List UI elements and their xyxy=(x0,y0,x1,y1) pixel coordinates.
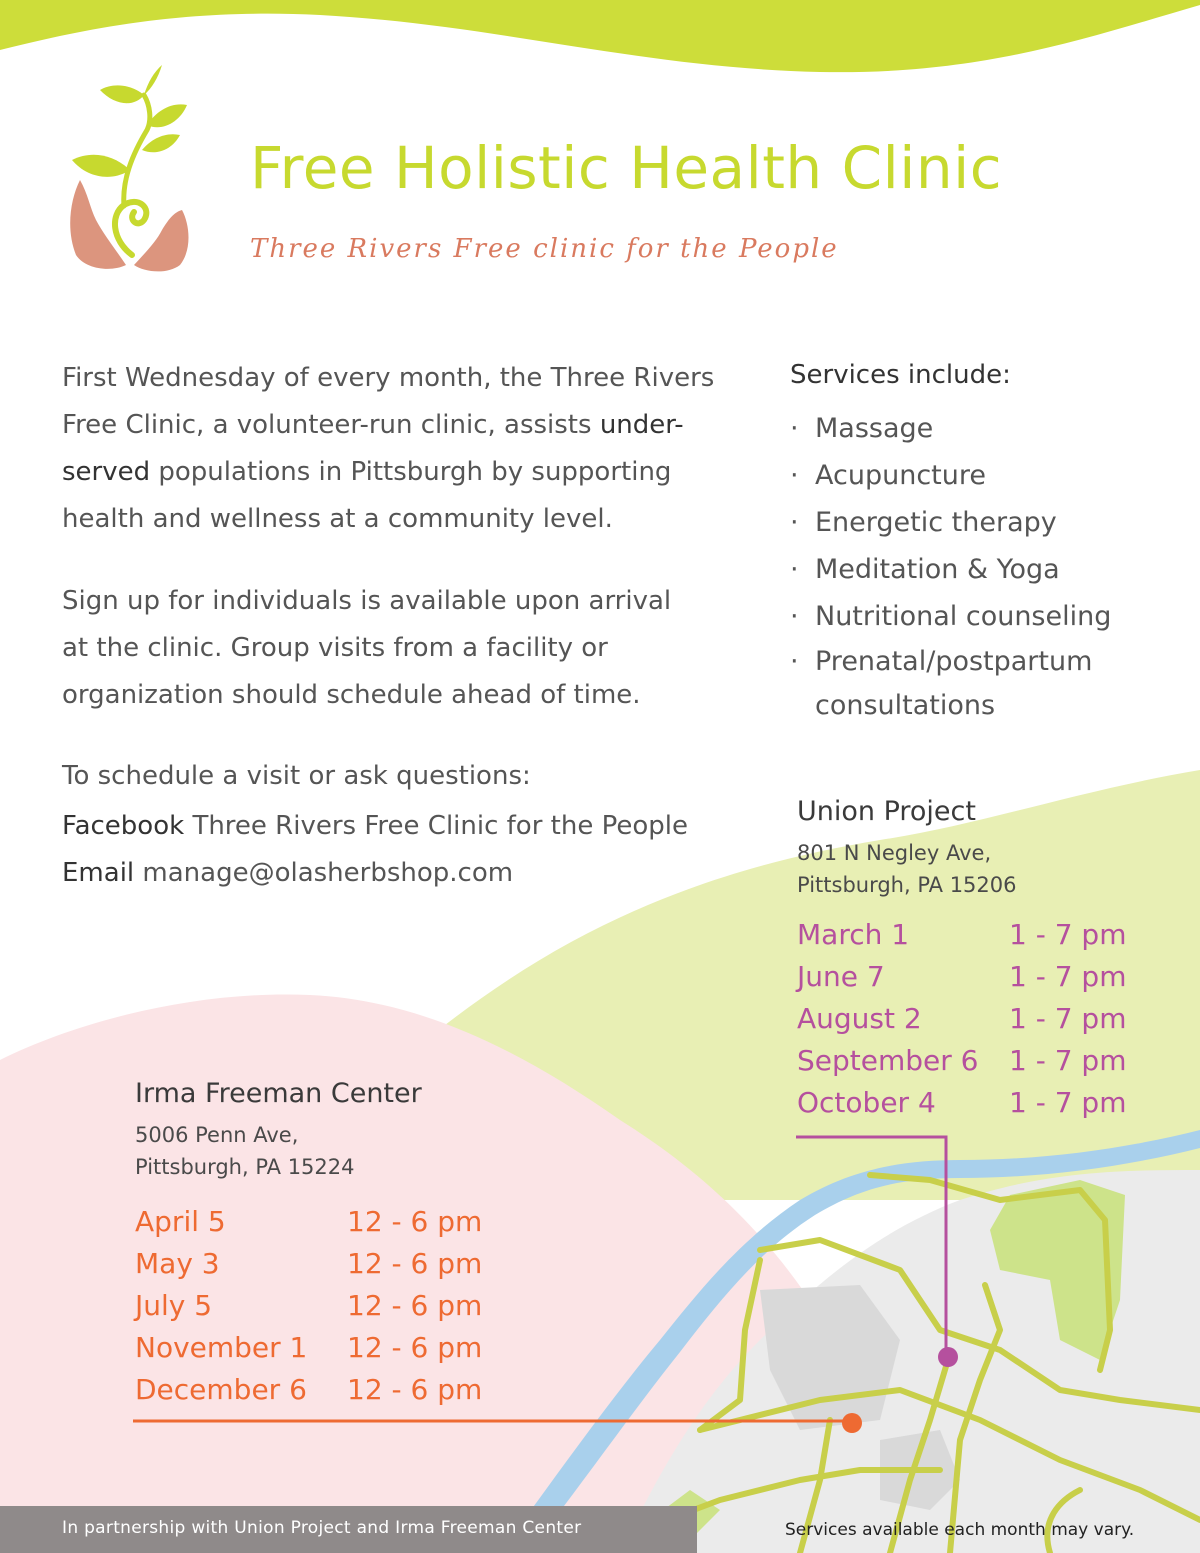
facebook-value[interactable]: Three Rivers Free Clinic for the People xyxy=(192,811,688,841)
schedule-row xyxy=(797,1086,1127,1128)
service-label: Acupuncture xyxy=(815,460,986,491)
union-project-address xyxy=(797,837,1017,901)
service-label: Nutritional counseling xyxy=(815,601,1112,632)
schedule-date: April 5 xyxy=(135,1205,226,1238)
schedule-row xyxy=(135,1205,483,1247)
schedule-time: 12 - 6 pm xyxy=(347,1331,483,1364)
union-project-name: Union Project xyxy=(797,796,976,827)
page-title: Free Holistic Health Clinic xyxy=(250,134,1003,202)
bullet-icon: · xyxy=(790,554,799,585)
service-item xyxy=(790,452,1185,499)
address-line: 5006 Penn Ave, xyxy=(135,1123,299,1147)
schedule-row xyxy=(797,918,1127,960)
schedule-time: 12 - 6 pm xyxy=(347,1247,483,1280)
services-list xyxy=(790,405,1185,728)
service-item xyxy=(790,405,1185,452)
intro-paragraph-1 xyxy=(62,355,742,543)
schedule-time: 12 - 6 pm xyxy=(347,1205,483,1238)
schedule-time: 1 - 7 pm xyxy=(1009,1002,1127,1035)
contact-facebook xyxy=(62,803,742,850)
schedule-time: 1 - 7 pm xyxy=(1009,1044,1127,1077)
address-line: 801 N Negley Ave, xyxy=(797,841,992,865)
irma-freeman-name: Irma Freeman Center xyxy=(135,1078,422,1109)
schedule-date: October 4 xyxy=(797,1086,936,1119)
intro-text-start: First Wednesday of every month, the Three Rivers Free Clinic, a volunteer-run clinic, assists xyxy=(62,363,715,440)
service-label: Prenatal/postpartum consultations xyxy=(815,646,1093,721)
email-label: Email xyxy=(62,858,135,888)
schedule-date: December 6 xyxy=(135,1373,307,1406)
schedule-date: August 2 xyxy=(797,1002,922,1035)
intro-text-emphasis: under-served xyxy=(62,410,684,487)
services-heading: Services include: xyxy=(790,360,1011,390)
schedule-row xyxy=(135,1289,483,1331)
schedule-time: 12 - 6 pm xyxy=(347,1289,483,1322)
facebook-label: Facebook xyxy=(62,811,185,841)
schedule-row xyxy=(135,1373,483,1415)
schedule-row xyxy=(135,1247,483,1289)
schedule-row xyxy=(797,960,1127,1002)
schedule-time: 1 - 7 pm xyxy=(1009,918,1127,951)
union-project-schedule xyxy=(797,918,1127,1128)
schedule-time: 1 - 7 pm xyxy=(1009,960,1127,993)
schedule-row xyxy=(797,1002,1127,1044)
schedule-date: July 5 xyxy=(135,1289,213,1322)
service-label: Massage xyxy=(815,413,934,444)
schedule-date: November 1 xyxy=(135,1331,308,1364)
footer-partnership: In partnership with Union Project and Irma Freeman Center xyxy=(62,1518,582,1538)
service-item xyxy=(790,546,1185,593)
schedule-row xyxy=(135,1331,483,1373)
schedule-row xyxy=(797,1044,1127,1086)
bullet-icon: · xyxy=(790,507,799,538)
service-item xyxy=(790,593,1185,640)
schedule-date: September 6 xyxy=(797,1044,979,1077)
contact-email xyxy=(62,850,742,897)
bullet-icon: · xyxy=(790,646,799,677)
page-subtitle: Three Rivers Free clinic for the People xyxy=(250,234,839,264)
schedule-date: May 3 xyxy=(135,1247,220,1280)
schedule-time: 1 - 7 pm xyxy=(1009,1086,1127,1119)
bullet-icon: · xyxy=(790,460,799,491)
email-value[interactable]: manage@olasherbshop.com xyxy=(142,858,514,888)
bullet-icon: · xyxy=(790,413,799,444)
sprout-in-hands-logo xyxy=(52,60,202,280)
schedule-time: 12 - 6 pm xyxy=(347,1373,483,1406)
bullet-icon: · xyxy=(790,601,799,632)
intro-paragraph-2: Sign up for individuals is available upon arrival at the clinic. Group visits from a facility or organization should schedule ahead of time. xyxy=(62,586,672,710)
service-item xyxy=(790,640,1185,728)
address-line: Pittsburgh, PA 15206 xyxy=(797,873,1017,897)
intro-paragraph-3: To schedule a visit or ask questions: xyxy=(62,761,531,791)
address-line: Pittsburgh, PA 15224 xyxy=(135,1155,355,1179)
schedule-date: March 1 xyxy=(797,918,910,951)
schedule-date: June 7 xyxy=(797,960,885,993)
irma-freeman-schedule xyxy=(135,1205,483,1415)
service-label: Meditation & Yoga xyxy=(815,554,1060,585)
irma-freeman-address xyxy=(135,1119,355,1183)
footer-note: Services available each month may vary. xyxy=(785,1520,1135,1540)
service-label: Energetic therapy xyxy=(815,507,1057,538)
intro-text-end: populations in Pittsburgh by supporting health and wellness at a community level. xyxy=(62,457,672,534)
service-item xyxy=(790,499,1185,546)
